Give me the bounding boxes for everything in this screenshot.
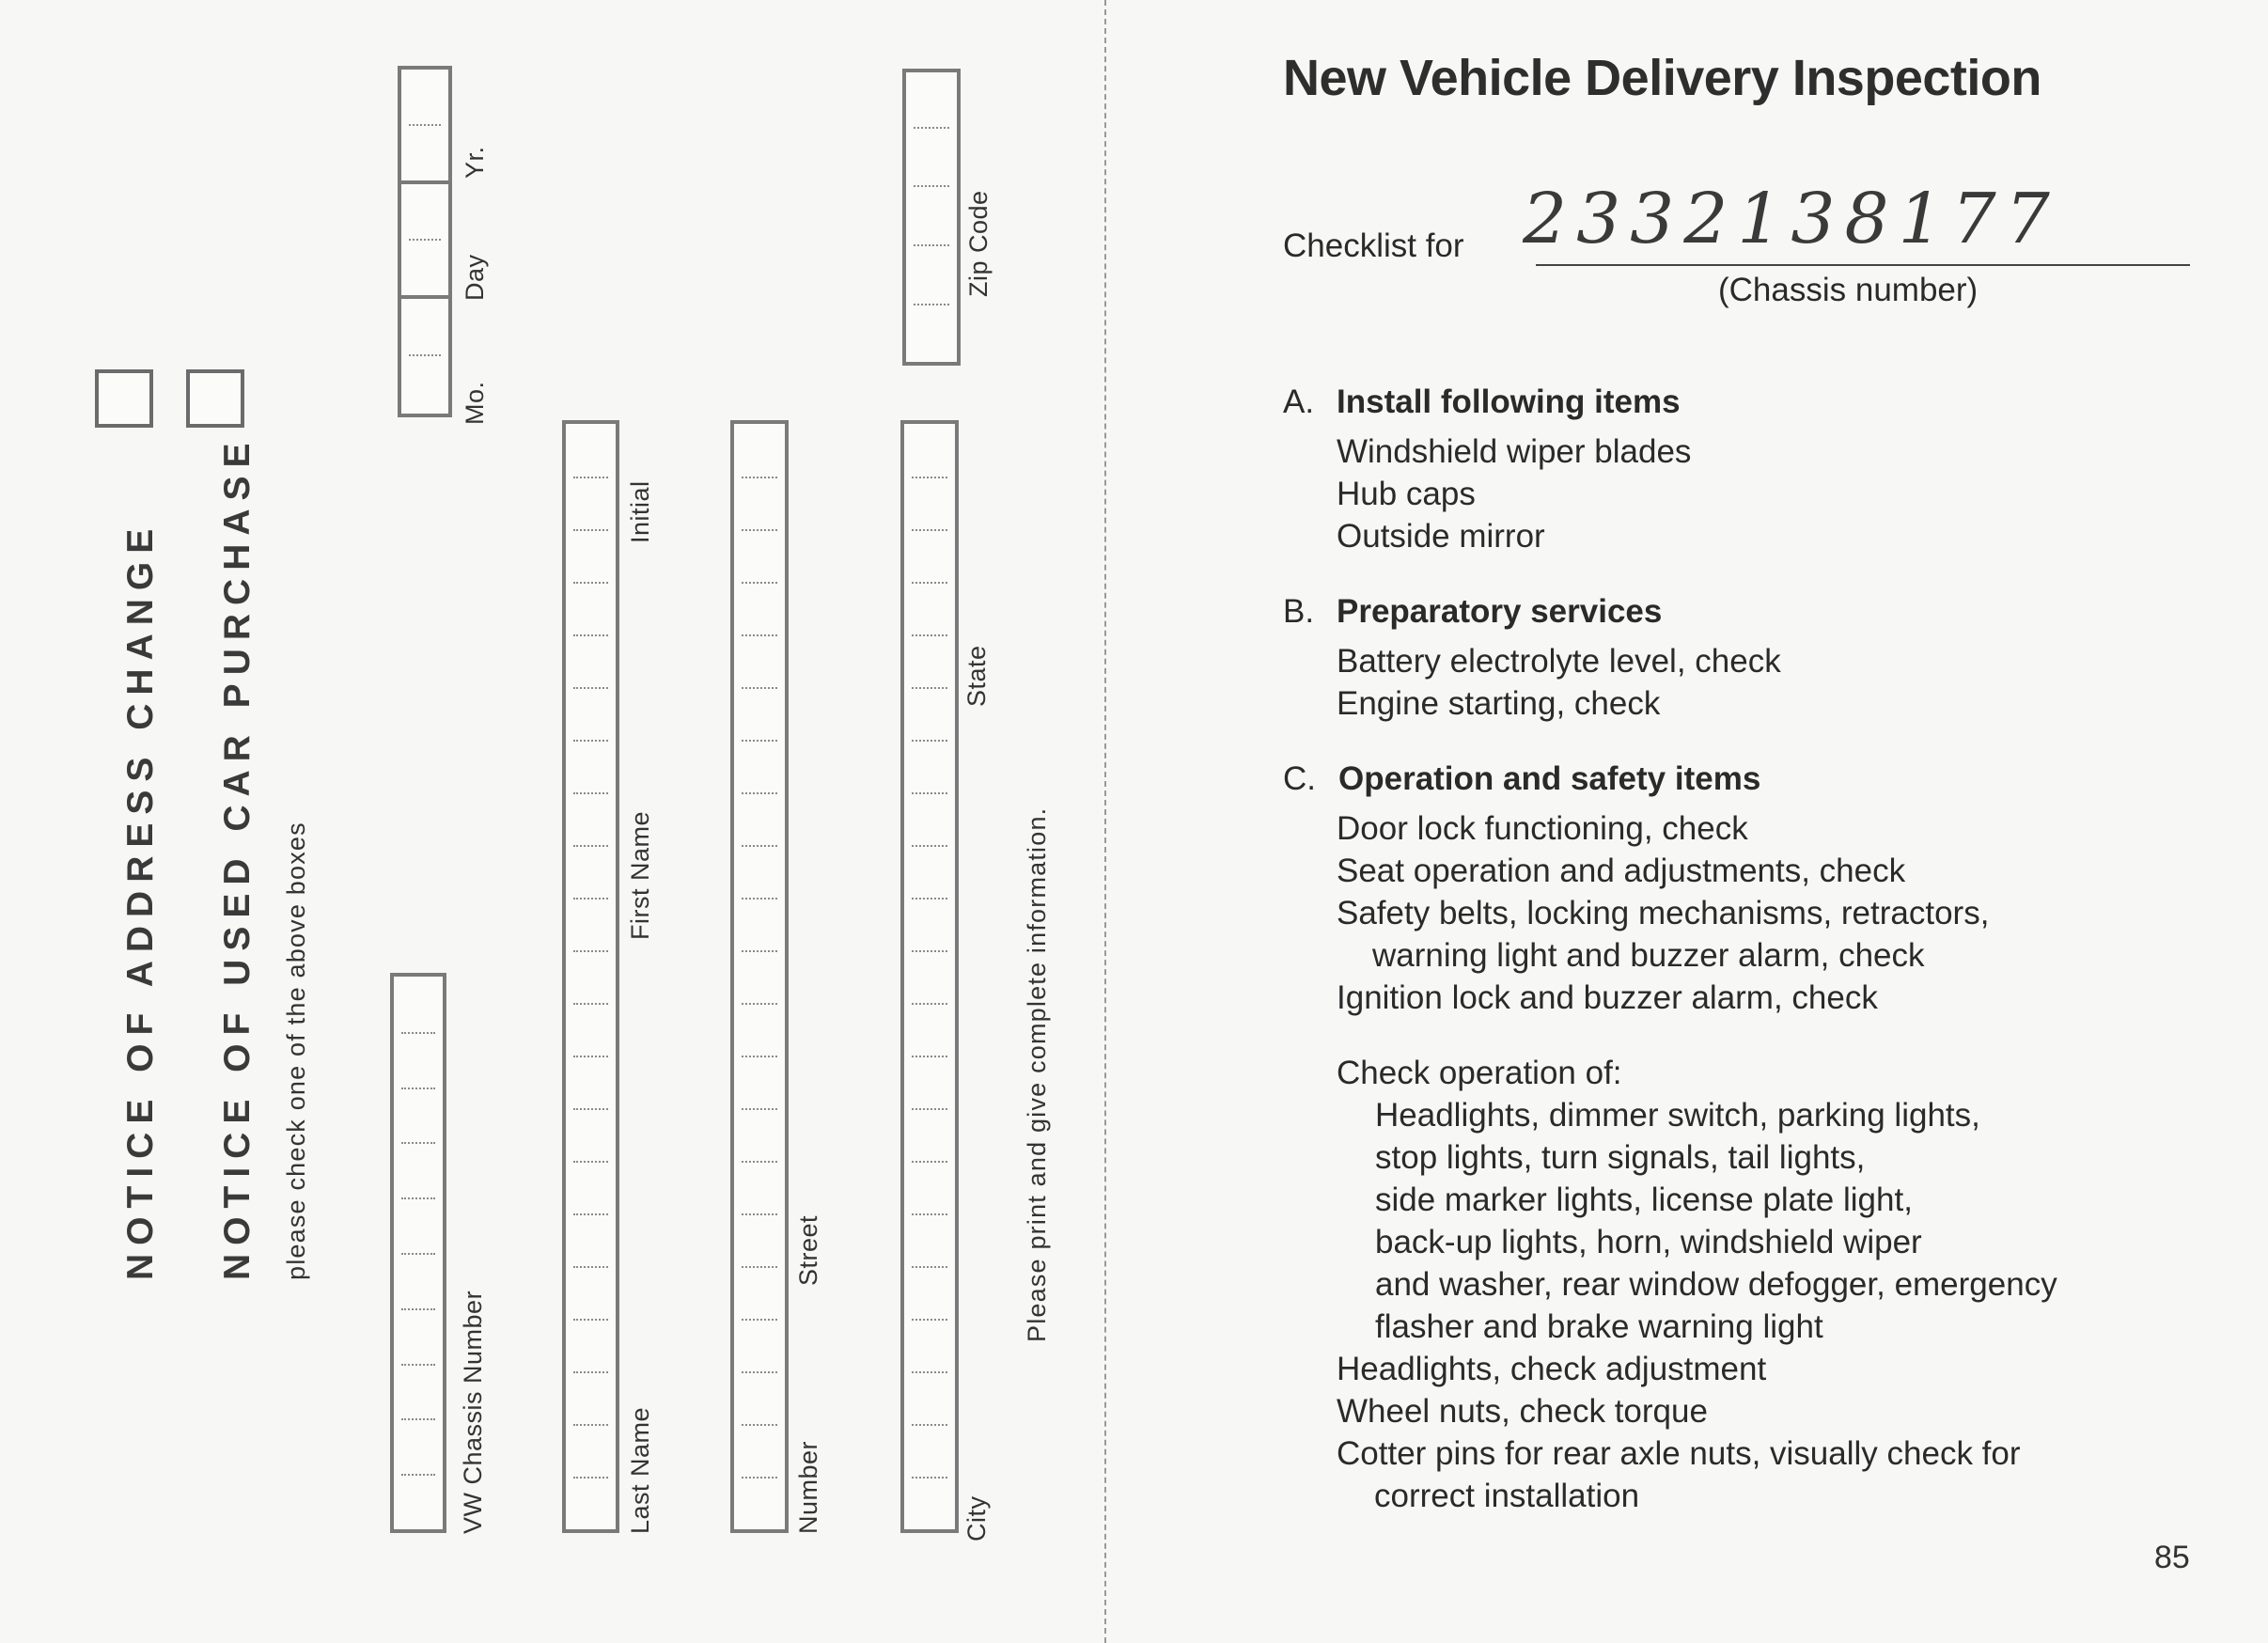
cell-separator [742, 792, 777, 794]
section-a-heading: Install following items [1337, 383, 1681, 420]
city-label: City [962, 1495, 991, 1541]
cell-separator [912, 582, 947, 584]
chassis-number-input[interactable] [390, 973, 446, 1533]
zip-code-input[interactable] [902, 69, 961, 366]
section-a-letter: A. [1283, 383, 1315, 420]
cell-separator [573, 1161, 608, 1163]
cell-separator [573, 1319, 608, 1321]
cell-separator [573, 529, 608, 531]
cell-separator [401, 1418, 435, 1420]
last-name-label: Last Name [626, 1406, 654, 1534]
cell-separator [573, 1477, 608, 1479]
cell-separator [573, 1424, 608, 1426]
check-instruction: please check one of the above boxes [282, 822, 310, 1280]
cell-separator [401, 1142, 435, 1144]
cell-separator [912, 740, 947, 742]
cell-separator [573, 792, 608, 794]
list-item: Wheel nuts, check torque [1337, 1393, 1708, 1430]
section-c-letter: C. [1283, 760, 1316, 797]
cell-separator [912, 1213, 947, 1215]
check-operation-heading: Check operation of: [1337, 1055, 1622, 1091]
cell-separator [742, 582, 777, 584]
list-item: Seat operation and adjustments, check [1337, 853, 1906, 889]
cell-separator [742, 898, 777, 900]
address-change-title: NOTICE OF ADDRESS CHANGE [120, 520, 161, 1280]
chassis-number-line [1536, 264, 2190, 266]
cell-separator [401, 1308, 435, 1310]
list-item: side marker lights, license plate light, [1375, 1181, 1913, 1218]
list-item: stop lights, turn signals, tail lights, [1375, 1139, 1866, 1176]
cell-separator [742, 1108, 777, 1110]
cell-separator [401, 1253, 435, 1255]
cell-separator [742, 950, 777, 952]
cell-separator [573, 582, 608, 584]
cell-separator [573, 1213, 608, 1215]
address-change-checkbox[interactable] [95, 369, 153, 428]
month-label: Mo. [461, 381, 489, 425]
cell-separator [742, 1319, 777, 1321]
list-item: Battery electrolyte level, check [1337, 643, 1781, 680]
cell-separator [742, 634, 777, 636]
cell-separator [742, 740, 777, 742]
list-item: warning light and buzzer alarm, check [1372, 937, 1925, 974]
cell-separator [742, 687, 777, 689]
street-label: Street [794, 1214, 822, 1286]
city-state-input[interactable] [900, 420, 959, 1533]
cell-separator [573, 1266, 608, 1268]
cell-separator [912, 1371, 947, 1373]
cell-separator [912, 1424, 947, 1426]
list-item: Cotter pins for rear axle nuts, visually check for [1337, 1435, 2021, 1472]
cell-separator [401, 1197, 435, 1199]
used-car-purchase-checkbox[interactable] [186, 369, 244, 428]
chassis-number-handwritten[interactable]: 2332138177 [1523, 179, 2059, 259]
cell-separator [912, 1108, 947, 1110]
cell-separator [742, 1371, 777, 1373]
section-b-heading: Preparatory services [1337, 593, 1663, 630]
list-item: Hub caps [1337, 476, 1476, 512]
section-b-letter: B. [1283, 593, 1315, 630]
cell-separator [573, 1108, 608, 1110]
cell-separator [912, 1056, 947, 1057]
list-item: Ignition lock and buzzer alarm, check [1337, 979, 1878, 1016]
cell-separator [573, 1003, 608, 1005]
cell-separator [912, 1477, 947, 1479]
cell-separator [401, 1474, 435, 1476]
chassis-number-caption: (Chassis number) [1718, 272, 1979, 308]
cell-separator [401, 1364, 435, 1366]
cell-separator [742, 529, 777, 531]
zip-code-label: Zip Code [964, 190, 993, 297]
cell-separator [912, 845, 947, 847]
cell-separator [912, 1319, 947, 1321]
cell-separator [573, 477, 608, 478]
checklist-for-label: Checklist for [1283, 227, 1464, 264]
list-item: Windshield wiper blades [1337, 433, 1692, 470]
list-item: Outside mirror [1337, 518, 1545, 555]
list-item: Headlights, dimmer switch, parking lights, [1375, 1097, 1980, 1134]
cell-separator [742, 1424, 777, 1426]
cell-separator [573, 1371, 608, 1373]
cell-separator [573, 740, 608, 742]
state-label: State [962, 645, 991, 707]
list-item: back-up lights, horn, windshield wiper [1375, 1224, 1922, 1260]
list-item: Engine starting, check [1337, 685, 1661, 722]
chassis-number-label: VW Chassis Number [459, 1290, 487, 1534]
cell-separator [912, 1003, 947, 1005]
cell-separator [742, 1213, 777, 1215]
cell-separator [912, 950, 947, 952]
cell-separator [742, 477, 777, 478]
print-instruction: Please print and give complete information. [1023, 806, 1051, 1342]
date-input[interactable] [398, 66, 452, 417]
page-title: New Vehicle Delivery Inspection [1283, 50, 2041, 106]
year-label: Yr. [461, 146, 489, 179]
cell-separator [742, 1266, 777, 1268]
cell-separator [912, 898, 947, 900]
cell-separator [573, 898, 608, 900]
cell-separator [742, 1056, 777, 1057]
number-label: Number [794, 1440, 822, 1534]
page-number: 85 [2154, 1540, 2190, 1575]
first-name-label: First Name [626, 810, 654, 940]
cell-separator [742, 1477, 777, 1479]
list-item: correct installation [1374, 1478, 1640, 1514]
cell-separator [573, 845, 608, 847]
cell-separator [742, 1003, 777, 1005]
list-item: Door lock functioning, check [1337, 810, 1748, 847]
cell-separator [912, 1161, 947, 1163]
cell-separator [573, 687, 608, 689]
cell-separator [573, 1056, 608, 1057]
list-item: flasher and brake warning light [1375, 1308, 1823, 1345]
list-item: and washer, rear window defogger, emergency [1375, 1266, 2057, 1303]
section-c-heading: Operation and safety items [1338, 760, 1761, 797]
cell-separator [401, 1088, 435, 1089]
fold-line-divider [1104, 0, 1106, 1643]
cell-separator [573, 950, 608, 952]
name-input[interactable] [562, 420, 619, 1533]
cell-separator [912, 529, 947, 531]
cell-separator [912, 687, 947, 689]
cell-separator [912, 477, 947, 478]
cell-separator [573, 634, 608, 636]
initial-label: Initial [626, 480, 654, 543]
cell-separator [912, 792, 947, 794]
cell-separator [912, 634, 947, 636]
day-label: Day [461, 254, 489, 301]
street-input[interactable] [730, 420, 789, 1533]
cell-separator [742, 1161, 777, 1163]
list-item: Headlights, check adjustment [1337, 1351, 1767, 1387]
used-car-purchase-title: NOTICE OF USED CAR PURCHASE [217, 434, 258, 1280]
cell-separator [742, 845, 777, 847]
cell-separator [912, 1266, 947, 1268]
cell-separator [401, 1032, 435, 1034]
list-item: Safety belts, locking mechanisms, retractors, [1337, 895, 1990, 931]
